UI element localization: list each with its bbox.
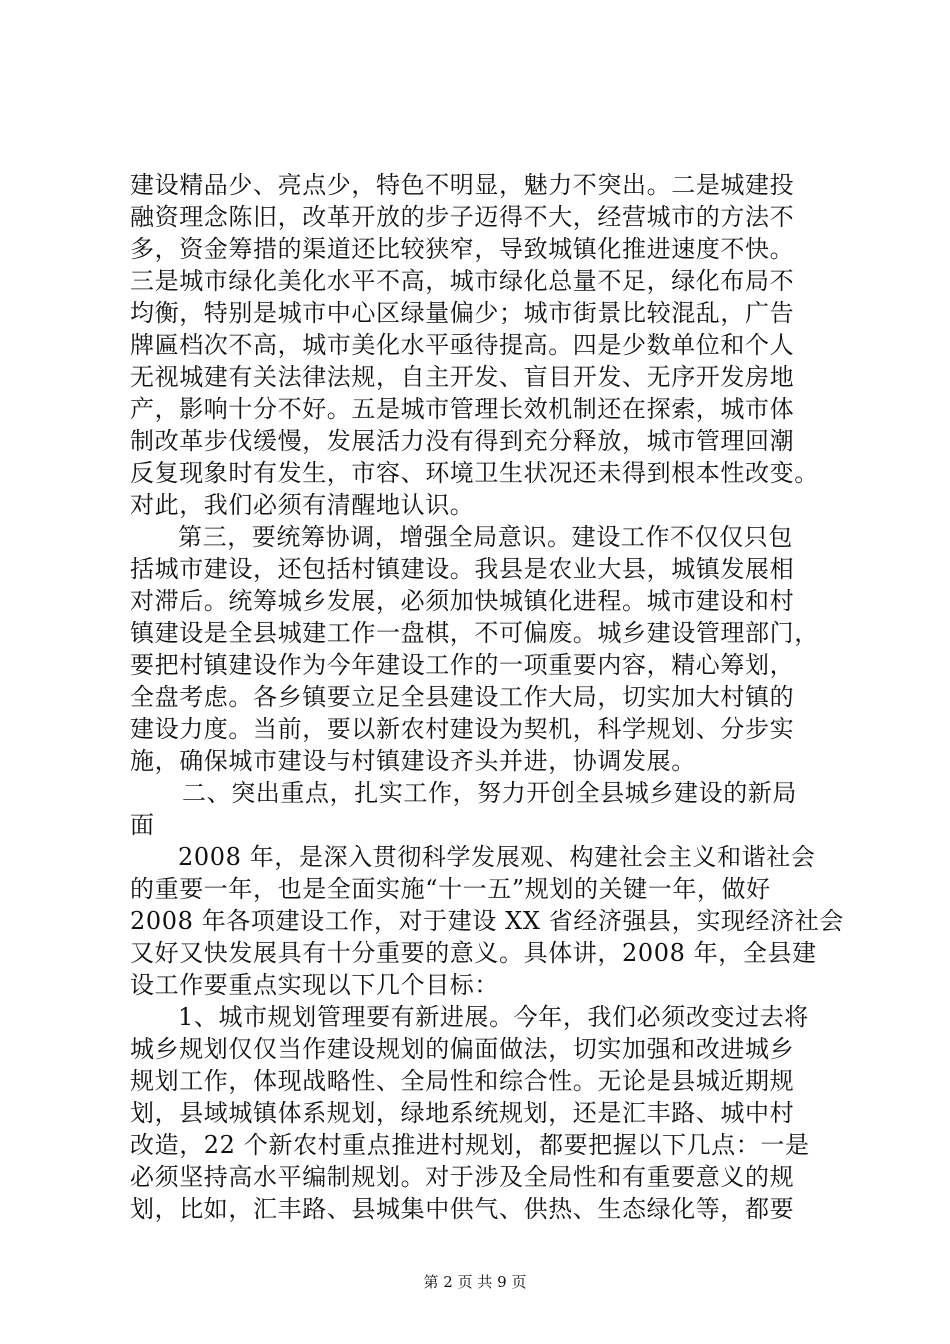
text-line: 又好又快发展具有十分重要的意义。具体讲，2008 年，全县建	[130, 939, 817, 967]
text-line: 划，比如，汇丰路、县城集中供气、供热、生态绿化等，都要	[130, 1195, 795, 1223]
text-line: 产，影响十分不好。五是城市管理长效机制还在探索，城市体	[130, 395, 795, 423]
text-line: 三是城市绿化美化水平不高，城市绿化总量不足，绿化布局不	[130, 267, 795, 295]
text-line: 规划工作，体现战略性、全局性和综合性。无论是县城近期规	[130, 1067, 795, 1095]
text-line: 设工作要重点实现以下几个目标：	[130, 971, 499, 999]
text-line: 均衡，特别是城市中心区绿量偏少；城市街景比较混乱，广告	[130, 299, 795, 327]
text-line: 融资理念陈旧，改革开放的步子迈得不大，经营城市的方法不	[130, 203, 795, 231]
text-line: 对此，我们必须有清醒地认识。	[130, 491, 475, 519]
text-line: 括城市建设，还包括村镇建设。我县是农业大县，城镇发展相	[130, 555, 795, 583]
text-line: 全盘考虑。各乡镇要立足全县建设工作大局，切实加大村镇的	[130, 683, 795, 711]
paragraph-start-line: 2008 年，是深入贯彻科学发展观、构建社会主义和谐社会	[178, 843, 816, 871]
text-line: 必须坚持高水平编制规划。对于涉及全局性和有重要意义的规	[130, 1163, 795, 1191]
section-heading-line: 面	[130, 811, 155, 839]
text-line: 无视城建有关法律法规，自主开发、盲目开发、无序开发房地	[130, 363, 795, 391]
text-line: 对滞后。统筹城乡发展，必须加快城镇化进程。城市建设和村	[130, 587, 795, 615]
paragraph-start-line: 1、城市规划管理要有新进展。今年，我们必须改变过去将	[178, 1003, 809, 1031]
text-line: 2008 年各项建设工作，对于建设 XX 省经济强县，实现经济社会	[130, 907, 844, 935]
text-line: 城乡规划仅仅当作建设规划的偏面做法，切实加强和改进城乡	[130, 1035, 795, 1063]
document-body	[130, 169, 844, 1225]
page-footer	[0, 1272, 950, 1292]
text-line: 划，县域城镇体系规划，绿地系统规划，还是汇丰路、城中村	[130, 1099, 795, 1127]
text-line: 多，资金筹措的渠道还比较狭窄，导致城镇化推进速度不快。	[130, 235, 795, 263]
text-line: 牌匾档次不高，城市美化水平亟待提高。四是少数单位和个人	[130, 331, 795, 359]
text-line: 建设力度。当前，要以新农村建设为契机，科学规划、分步实	[130, 715, 795, 743]
page-number-label: 第 2 页 共 9 页	[423, 1273, 527, 1291]
text-line: 施，确保城市建设与村镇建设齐头并进，协调发展。	[130, 747, 696, 775]
section-heading-line: 二、突出重点，扎实工作，努力开创全县城乡建设的新局	[182, 779, 797, 807]
text-line: 要把村镇建设作为今年建设工作的一项重要内容，精心筹划，	[130, 651, 795, 679]
text-line: 改造，22 个新农村重点推进村规划，都要把握以下几点：一是	[130, 1131, 810, 1159]
text-line: 制改革步伐缓慢，发展活力没有得到充分释放，城市管理回潮	[130, 427, 795, 455]
text-line: 镇建设是全县城建工作一盘棋，不可偏废。城乡建设管理部门，	[130, 619, 819, 647]
text-line: 反复现象时有发生，市容、环境卫生状况还未得到根本性改变。	[130, 459, 819, 487]
text-line: 的重要一年，也是全面实施“十一五”规划的关键一年，做好	[130, 875, 771, 903]
text-line: 建设精品少、亮点少，特色不明显，魅力不突出。二是城建投	[130, 171, 795, 199]
paragraph-start-line: 第三，要统筹协调，增强全局意识。建设工作不仅仅只包	[178, 523, 793, 551]
